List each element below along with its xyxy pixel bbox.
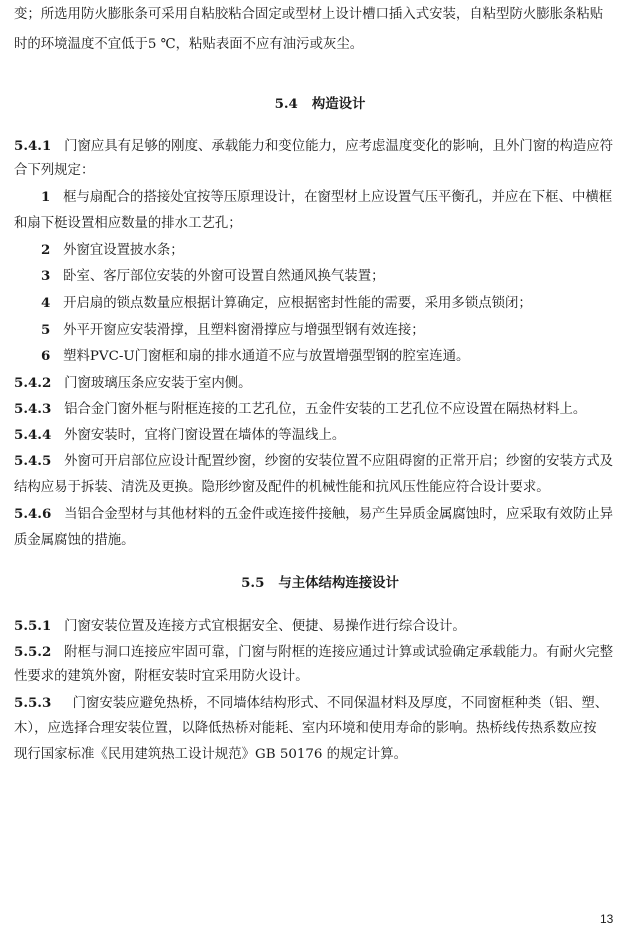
clause-5-5-1 — [14, 617, 466, 636]
clause-number: 5.5.2 — [14, 644, 52, 660]
item-text: 卧室、客厅部位安装的外窗可设置自然通风换气装置； — [63, 269, 385, 284]
body-text-line: 时的环境温度不宜低于5 ℃，粘贴表面不应有油污或灰尘。 — [14, 37, 364, 52]
clause-text: 外窗安装时，宜将门窗设置在墙体的等温线上。 — [64, 428, 346, 443]
clause-number: 5.5.3 — [14, 695, 52, 711]
clause-number: 5.4.1 — [14, 138, 52, 154]
clause-text: 门窗安装应避免热桥，不同墙体结构形式、不同保温材料及厚度，不同窗框种类（铝、塑、 — [72, 696, 609, 711]
list-item — [41, 188, 612, 207]
body-text-line: 性要求的建筑外窗，附框安装时宜采用防火设计。 — [14, 669, 309, 684]
list-item — [41, 294, 532, 313]
clause-5-4-2 — [14, 374, 252, 393]
section-number: 5.4 — [274, 96, 298, 112]
list-item — [41, 321, 425, 340]
section-title: 构造设计 — [311, 96, 366, 112]
list-item — [41, 347, 469, 366]
item-number: 2 — [41, 242, 51, 258]
clause-text: 当铝合金型材与其他材料的五金件或连接件接触，易产生异质金属腐蚀时，应采取有效防止异 — [64, 507, 614, 522]
clause-number: 5.5.1 — [14, 618, 52, 634]
item-text: 外平开窗应安装滑撑，且塑料窗滑撑应与增强型钢有效连接； — [63, 323, 425, 338]
clause-text: 外窗可开启部位应设计配置纱窗，纱窗的安装位置不应阻碍窗的正常开启；纱窗的安装方式及 — [64, 454, 614, 469]
body-text-line: 现行国家标准《民用建筑热工设计规范》GB 50176 的规定计算。 — [14, 747, 408, 762]
clause-5-4-3 — [14, 400, 586, 419]
clause-5-5-3 — [14, 694, 608, 713]
body-text-line: 结构应易于拆装、清洗及更换。隐形纱窗及配件的机械性能和抗风压性能应符合设计要求。 — [14, 480, 550, 495]
list-item — [41, 267, 384, 286]
list-item — [41, 241, 184, 260]
clause-5-4-5 — [14, 452, 613, 471]
section-heading-5-4 — [0, 95, 640, 113]
item-text: 外窗宜设置披水条； — [63, 243, 184, 258]
item-text: 框与扇配合的搭接处宜按等压原理设计，在窗型材上应设置气压平衡孔，并应在下框、中横框 — [63, 190, 613, 205]
item-number: 1 — [41, 189, 51, 205]
clause-text: 门窗安装位置及连接方式宜根据安全、便捷、易操作进行综合设计。 — [64, 619, 466, 634]
item-number: 5 — [41, 322, 51, 338]
clause-text: 门窗玻璃压条应安装于室内侧。 — [64, 376, 252, 391]
clause-text: 附框与洞口连接应牢固可靠，门窗与附框的连接应通过计算或试验确定承载能力。有耐火完整 — [64, 645, 614, 660]
item-number: 3 — [41, 268, 51, 284]
item-text: 开启扇的锁点数量应根据计算确定，应根据密封性能的需要，采用多锁点锁闭； — [63, 296, 532, 311]
clause-number: 5.4.4 — [14, 427, 52, 443]
body-text-line: 木），应选择合理安装位置，以降低热桥对能耗、室内环境和使用寿命的影响。热桥线传热系数应按 — [14, 721, 597, 736]
clause-5-4-1 — [14, 137, 613, 156]
clause-text: 门窗应具有足够的刚度、承载能力和变位能力，应考虑温度变化的影响，且外门窗的构造应符 — [64, 139, 614, 154]
section-title: 与主体结构连接设计 — [278, 575, 399, 591]
page-number: 13 — [600, 912, 614, 926]
clause-5-4-4 — [14, 426, 345, 445]
clause-5-4-6 — [14, 505, 613, 524]
body-text-line: 质金属腐蚀的措施。 — [14, 533, 135, 548]
clause-number: 5.4.2 — [14, 375, 52, 391]
clause-number: 5.4.3 — [14, 401, 52, 417]
clause-text: 铝合金门窗外框与附框连接的工艺孔位，五金件安装的工艺孔位不应设置在隔热材料上。 — [64, 402, 587, 417]
clause-5-5-2 — [14, 643, 613, 662]
section-number: 5.5 — [241, 575, 265, 591]
clause-number: 5.4.5 — [14, 453, 52, 469]
item-text: 塑料PVC-U门窗框和扇的排水通道不应与放置增强型钢的腔室连通。 — [63, 349, 470, 364]
item-number: 6 — [41, 348, 51, 364]
body-text-line: 变；所选用防火膨胀条可采用自粘胶粘合固定或型材上设计槽口插入式安装，自粘型防火膨胀条粘贴 — [14, 7, 604, 22]
item-number: 4 — [41, 295, 51, 311]
body-text-line: 和扇下梃设置相应数量的排水工艺孔； — [14, 216, 242, 231]
body-text-line: 合下列规定： — [14, 163, 95, 178]
clause-number: 5.4.6 — [14, 506, 52, 522]
section-heading-5-5 — [0, 574, 640, 592]
